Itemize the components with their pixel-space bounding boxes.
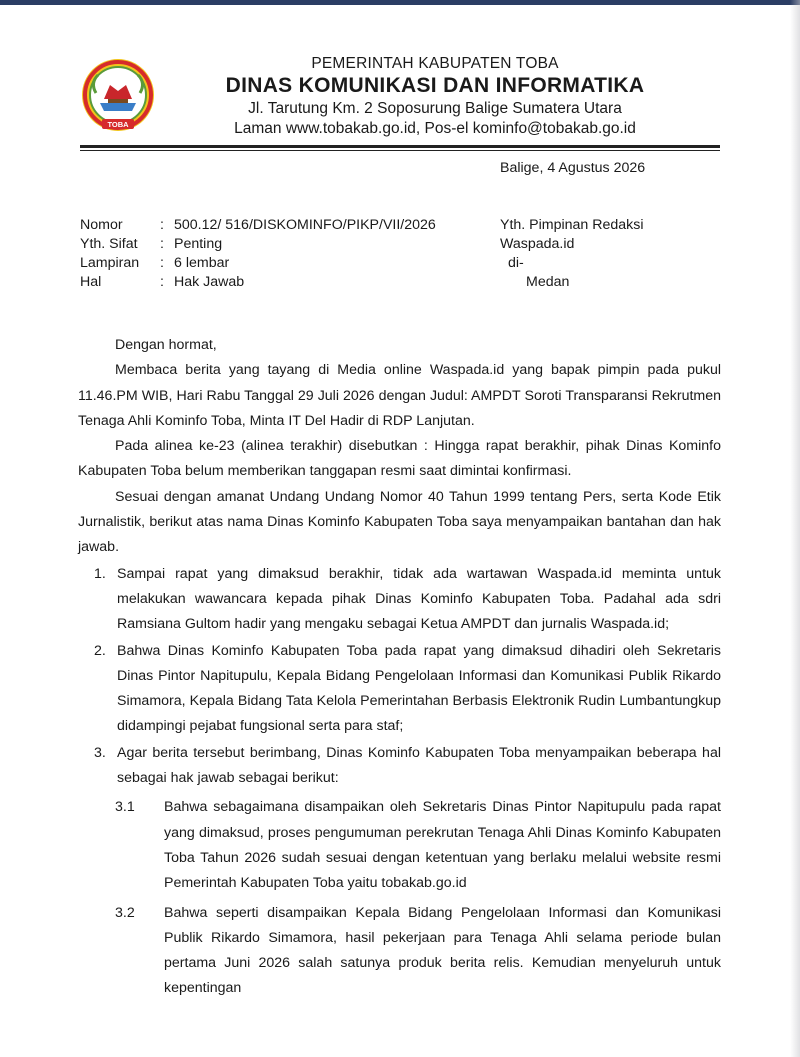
paragraph-3: Sesuai dengan amanat Undang Undang Nomor 40 Tahun 1999 tentang Pers, serta Kode Etik Jurnalistik, berikut atas nama Dinas Kominfo Kabupaten Toba saya menyampaikan bantahan dan hak jawab. [78, 488, 721, 556]
sub-list-number: 3.1 [115, 799, 135, 816]
list-text: Agar berita tersebut berimbang, Dinas Kominfo Kabupaten Toba menyampaikan beberapa hal sebagai hak jawab sebagai berikut: [117, 744, 721, 787]
meta-colon: : [160, 217, 164, 233]
top-border [0, 0, 800, 5]
meta-value: Penting [174, 236, 223, 252]
sub-list-item [115, 901, 721, 1002]
sub-list-text: Bahwa sebagaimana disampaikan oleh Sekretaris Dinas Pintor Napitupulu pada rapat yang dimaksud, proses pengumuman perekrutan Tenaga Ahli Dinas Kominfo Kabupaten Toba Tahun 2026 sudah sesuai dengan ketentuan yang berlaku melalui website resmi Pemerintah Kabupaten Toba yaitu tobakab.go.id [164, 799, 721, 892]
letterhead-government: PEMERINTAH KABUPATEN TOBA [311, 55, 559, 72]
page-edge-shadow [790, 0, 800, 1057]
meta-value: 6 lembar [174, 255, 230, 271]
recipient-org: Waspada.id [500, 236, 575, 252]
list-item [94, 639, 721, 740]
meta-colon: : [160, 236, 164, 252]
meta-label: Lampiran [80, 255, 140, 271]
meta-row-nomor [80, 216, 436, 235]
list-number: 3. [94, 744, 106, 761]
meta-value: Hak Jawab [174, 274, 245, 290]
letter-body [78, 333, 721, 1002]
meta-row-lampiran [80, 254, 436, 273]
letterhead-contact: Laman www.tobakab.go.id, Pos-el kominfo@tobakab.go.id [234, 120, 636, 137]
meta-colon: : [160, 274, 164, 290]
meta-label: Hal [80, 274, 102, 290]
letterhead [170, 55, 700, 138]
meta-row-sifat [80, 235, 436, 254]
letter-date: Balige, 4 Agustus 2026 [500, 160, 646, 176]
recipient-city: Medan [526, 274, 570, 290]
recipient-title: Yth. Pimpinan Redaksi [500, 217, 644, 233]
meta-row-hal [80, 273, 436, 292]
meta-label: Nomor [80, 217, 123, 233]
meta-label: Yth. Sifat [80, 236, 138, 252]
toba-regency-logo [78, 57, 158, 137]
paragraph-1: Membaca berita yang tayang di Media online Waspada.id yang bapak pimpin pada pukul 11.46.PM WIB, Hari Rabu Tanggal 29 Juli 2026 dengan Judul: AMPDT Soroti Transparansi Rekrutmen Tenaga Ahli Kominfo Toba, Minta IT Del Hadir di RDP Lanjutan. [78, 362, 721, 429]
logo-text: TOBA [107, 120, 129, 129]
letterhead-rule-thick [80, 145, 720, 148]
paragraph-2: Pada alinea ke-23 (alinea terakhir) disebutkan : Hingga rapat berakhir, pihak Dinas Kominfo Kabupaten Toba belum memberikan tanggapan resmi saat dimintai konfirmasi. [78, 438, 721, 480]
list-item [94, 562, 721, 638]
sub-list-number: 3.2 [115, 904, 135, 921]
meta-value: 500.12/ 516/DISKOMINFO/PIKP/VII/2026 [174, 217, 436, 233]
list-text: Bahwa Dinas Kominfo Kabupaten Toba pada rapat yang dimaksud dihadiri oleh Sekretaris Dinas Pintor Napitupulu, Kepala Bidang Pengelolaan Informasi dan Komunikasi Publik Rikardo Simamora, Kepala Bidang Tata Kelola Pemerintahan Berbasis Elektronik Rudin Lumbantungkup didampingi pejabat fungsional serta para staf; [117, 642, 721, 735]
recipient-di: di- [508, 255, 524, 271]
letterhead-rule-thin [80, 150, 720, 151]
list-number: 1. [94, 565, 106, 582]
list-text: Sampai rapat yang dimaksud berakhir, tidak ada wartawan Waspada.id meminta untuk melakukan wawancara kepada pihak Dinas Kominfo Kabupaten Toba. Padahal ada sdri Ramsiana Gultom hadir yang mengaku sebagai Ketua AMPDT dan jurnalis Waspada.id; [117, 565, 721, 633]
letterhead-agency: DINAS KOMUNIKASI DAN INFORMATIKA [225, 74, 645, 97]
meta-colon: : [160, 255, 164, 271]
sub-list-text: Bahwa seperti disampaikan Kepala Bidang Pengelolaan Informasi dan Komunikasi Publik Rikardo Simamora, hasil pekerjaan para Tenaga Ahli selama periode bulan pertama Juni 2026 salah satunya produk berita relis. Kemudian menyeluruh untuk kepentingan [164, 904, 721, 997]
recipient-block [500, 216, 644, 292]
sub-list-item [115, 795, 721, 896]
greeting: Dengan hormat, [115, 337, 217, 353]
list-number: 2. [94, 642, 106, 659]
list-item [94, 741, 721, 792]
letter-meta [80, 216, 436, 292]
letterhead-address: Jl. Tarutung Km. 2 Soposurung Balige Sumatera Utara [248, 100, 622, 117]
